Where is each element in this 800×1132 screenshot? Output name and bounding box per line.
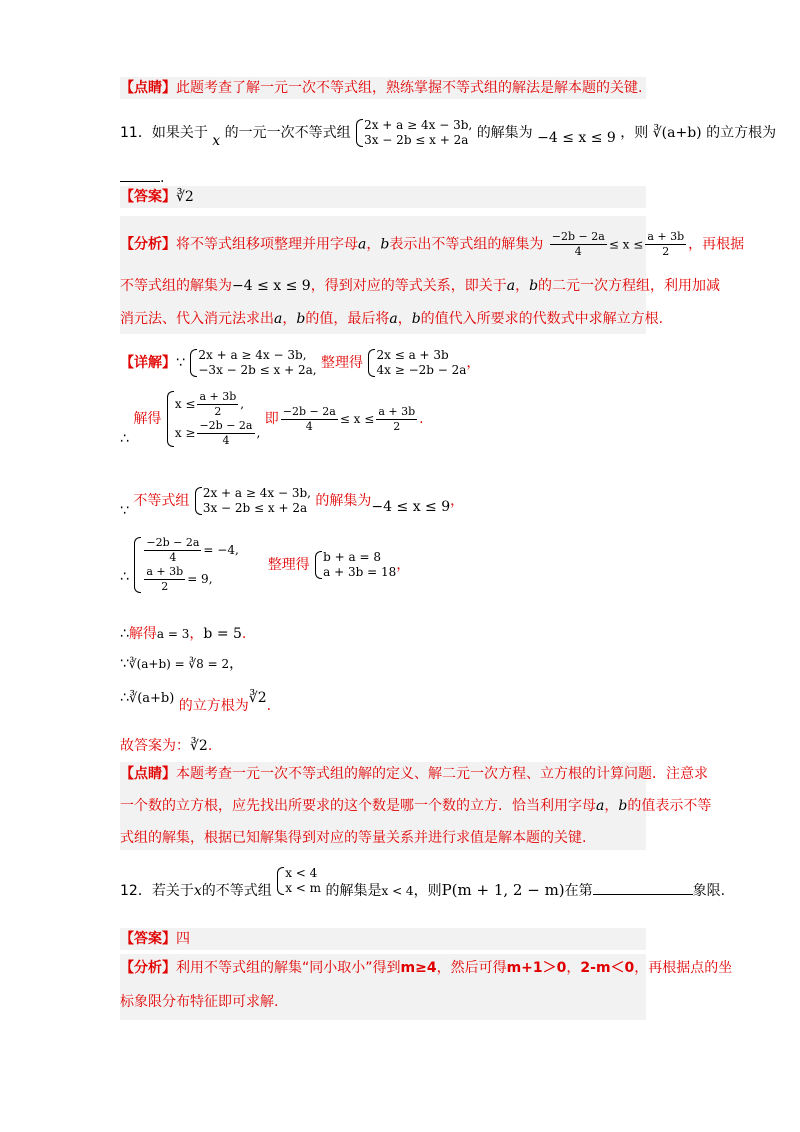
a11-letter-a: a [506, 278, 516, 294]
a11-le-x-le: ≤ x ≤ [608, 237, 644, 252]
frac-den: 2 [161, 580, 169, 593]
a11-sol-is: 的解集为 [315, 493, 372, 509]
a12-m1: m+1＞0 [506, 960, 567, 976]
period: . [419, 411, 424, 427]
sys-row: 2x + a ≥ 4x − 3b, [198, 348, 307, 362]
a11-comma: ， [397, 311, 412, 327]
a11-cube-of: 的立方根为 [178, 698, 249, 714]
q12-answer-blank[interactable] [593, 894, 693, 895]
a11-letter-a: a [596, 798, 605, 814]
a11-root: ∛(a+b) [128, 691, 175, 706]
frac-den: 4 [222, 434, 230, 447]
a11-ineq: 不等式组 [133, 493, 190, 509]
q12-number: 12．若关于 [120, 883, 194, 899]
q12-text3: ，则 [413, 883, 442, 899]
period: . [241, 626, 247, 642]
a11-cube-eq: ∛(a+b) = ∛8 = 2 [128, 657, 230, 671]
q12-text1: 的不等式组 [201, 883, 272, 899]
a11-final-val: ∛2 [190, 738, 208, 754]
a11-cube-val: ∛2 [248, 690, 267, 706]
q11-sys-row1: 2x + a ≥ 4x − 3b, [364, 118, 473, 132]
a11-dot: ， [396, 557, 411, 573]
a11-system-1 [189, 348, 316, 378]
q11-system [355, 118, 472, 148]
a12-an3: ，再根据点的坐 [634, 960, 733, 976]
therefore-symbol: ∴ [120, 626, 129, 642]
detail-bracket: 【详解】 [120, 355, 176, 371]
a11-letter-b: b [529, 278, 539, 294]
a11-comma: ， [282, 311, 297, 327]
a11-an5: ，得到对应的等式关系，即关于 [310, 278, 507, 294]
frac-num: −2b − 2a [551, 230, 605, 243]
sys-row: b + a = 8 [323, 550, 381, 564]
frac [281, 405, 338, 434]
q11-range: −4 ≤ x ≤ 9 [537, 130, 616, 146]
sys-tail: , [256, 426, 261, 440]
a11-letter-b: b [296, 311, 306, 327]
answer-bracket: 【答案】 [120, 931, 176, 947]
sys-row: x < 4 [285, 866, 318, 880]
q12-text4: 在第 [564, 883, 593, 899]
a11-ie: 即 [264, 411, 279, 427]
q11-text4: 的立方根为 [706, 125, 777, 141]
therefore-symbol: ∴ [120, 569, 129, 585]
a11-note3: 的值表示不等 [627, 798, 712, 814]
sys-row: a + 3b = 18 [323, 565, 397, 579]
a12-m4: m≥4 [400, 960, 437, 976]
frac [197, 419, 254, 448]
sys-tail: , [240, 397, 245, 411]
analysis-12-block [120, 954, 733, 1020]
point-bracket: 【点睛】 [120, 80, 176, 96]
therefore-symbol: ∴ [120, 690, 129, 706]
frac-num: −2b − 2a [199, 419, 253, 432]
sys-row: 2x + a ≥ 4x − 3b, [202, 486, 311, 500]
a11-an4: 不等式组的解集为 [120, 278, 232, 294]
a11-letter-b: b [618, 798, 628, 814]
q12-system [276, 866, 321, 896]
q12-point: P(m + 1, 2 − m) [441, 881, 565, 899]
q11-root: ∛(a+b) [652, 125, 702, 141]
question-11 [120, 108, 777, 188]
sys-row: 4x ≥ −2b − 2a [376, 363, 467, 377]
a11-res-a: a = 3 [156, 627, 190, 641]
a11-system-5 [133, 536, 238, 594]
a11-note4: 式组的解集，根据已知解集得到对应的等量关系并进行求值是解本题的关键. [120, 830, 587, 846]
therefore-symbol: ∴ [120, 431, 129, 447]
frac-num: a + 3b [378, 404, 416, 418]
q11-sys-row2: 3x − 2b ≤ x + 2a [364, 133, 469, 147]
question-12 [120, 856, 726, 916]
frac-den: 2 [662, 245, 670, 258]
a12-m2: 2-m＜0 [580, 960, 635, 976]
analysis-bracket: 【分析】 [120, 960, 176, 976]
a12-an1: 利用不等式组的解集“同小取小”得到 [176, 960, 401, 976]
because-symbol: ∵ [176, 355, 185, 371]
frac [197, 390, 238, 419]
sys-row: 2x ≤ a + 3b [376, 348, 449, 362]
frac [144, 565, 185, 594]
point-bracket: 【点睛】 [120, 766, 176, 782]
a11-res-b: b = 5 [203, 626, 242, 642]
frac-num: a + 3b [146, 565, 184, 578]
a11-answer: ∛2 [176, 189, 194, 205]
a11-tidy: 整理得 [321, 355, 364, 371]
period: . [266, 698, 272, 714]
answer-11-block [120, 186, 646, 208]
frac [144, 536, 201, 565]
a11-an8: 的值，最后将 [305, 311, 390, 327]
note-11-block [120, 762, 712, 850]
sys-row: x < m [285, 881, 322, 895]
sys-row: x ≥ [174, 426, 196, 440]
a11-letter-a: a [358, 236, 367, 253]
answer-bracket: 【答案】 [120, 189, 176, 205]
a11-an6: 的二元一次方程组，利用加减 [538, 278, 721, 294]
a11-note2: 一个数的立方根，应先找出所要求的这个数是哪一个数的立方．恰当利用字母 [120, 798, 596, 814]
analysis-11-block [120, 216, 745, 334]
a11-range: −4 ≤ x ≤ 9 [371, 499, 451, 515]
a11-comma: ， [229, 656, 244, 672]
frac-num: −2b − 2a [146, 536, 200, 549]
frac-den: 4 [574, 245, 582, 258]
frac-den: 2 [214, 405, 222, 418]
a11-dot: ， [466, 355, 481, 371]
q12-text2: 的解集是 [325, 883, 382, 899]
a11-dot: ， [450, 493, 465, 509]
a11-system-3 [166, 390, 261, 448]
because-symbol: ∵ [120, 503, 129, 519]
frac [376, 405, 417, 434]
frac-num: a + 3b [199, 390, 237, 403]
le-x-le: ≤ x ≤ [339, 412, 375, 426]
a11-frac-left [550, 230, 607, 259]
a11-tidy2: 整理得 [267, 557, 310, 573]
a11-frac-right [645, 230, 686, 259]
frac-den: 2 [393, 419, 401, 433]
a11-letter-a: a [389, 311, 398, 327]
because-symbol: ∵ [120, 656, 129, 672]
a11-note1: 本题考查一元一次不等式组的解的定义、解二元一次方程、立方根的计算问题．注意求 [176, 766, 708, 782]
a11-an1: 将不等式组移项整理并用字母 [176, 236, 358, 253]
frac-num: −2b − 2a [282, 404, 336, 418]
top-note-text: 此题考查了解一元一次不等式组，熟练掌握不等式组的解法是解本题的关键. [176, 80, 643, 96]
a11-system-2 [367, 348, 466, 378]
a11-letter-b: b [411, 311, 421, 327]
period: . [207, 738, 213, 754]
a11-comma: ， [189, 626, 204, 642]
a12-an2: ，然后可得 [436, 960, 507, 976]
q12-sol: x < 4 [381, 884, 414, 898]
q11-number: 11．如果关于 [120, 125, 208, 141]
a12-an4: 标象限分布特征即可求解. [120, 994, 279, 1010]
frac-den: 4 [169, 551, 177, 564]
a12-answer: 四 [176, 931, 190, 947]
q11-var-x: x [212, 133, 221, 149]
sys-row: x ≤ [174, 397, 196, 411]
q12-text5: 象限. [692, 883, 726, 899]
answer-12-block [120, 928, 646, 950]
a11-letter-a: a [274, 311, 283, 327]
q11-text3: ，则 [620, 125, 649, 141]
q11-end: . [160, 170, 165, 186]
sys-row: −3x − 2b ≤ x + 2a, [198, 363, 317, 377]
a12-sep: ， [566, 960, 581, 976]
a11-comma: ， [366, 236, 381, 253]
a11-an3: ，再根据 [688, 236, 745, 253]
a11-solve: 解得 [133, 411, 162, 427]
a11-final: 故答案为： [120, 738, 190, 754]
a11-letter-b: b [380, 236, 390, 253]
frac-den: 4 [305, 419, 313, 433]
a11-system-6 [314, 550, 396, 580]
a11-an9: 的值代入所要求的代数式中求解立方根. [420, 311, 664, 327]
q11-text1: 的一元一次不等式组 [224, 125, 351, 141]
analysis-bracket: 【分析】 [120, 236, 176, 253]
a11-an7: 消元法、代入消元法求出 [120, 311, 274, 327]
q12-var-x: x [193, 883, 202, 899]
q11-text2: 的解集为 [476, 125, 533, 141]
a11-an2: 表示出不等式组的解集为 [389, 236, 544, 253]
a11-comma: ， [604, 798, 619, 814]
a11-solve2: 解得 [128, 626, 157, 642]
detail-11 [120, 340, 650, 760]
sys-row: 3x − 2b ≤ x + 2a [202, 501, 308, 515]
top-note-block [120, 77, 646, 99]
a11-range: −4 ≤ x ≤ 9 [232, 278, 311, 294]
sys-row: = −4, [203, 543, 239, 557]
frac-num: a + 3b [647, 230, 685, 243]
a11-system-4 [194, 486, 311, 516]
a11-comma: ， [515, 278, 530, 294]
q11-answer-blank[interactable] [120, 181, 160, 182]
sys-row: = 9, [187, 572, 213, 586]
